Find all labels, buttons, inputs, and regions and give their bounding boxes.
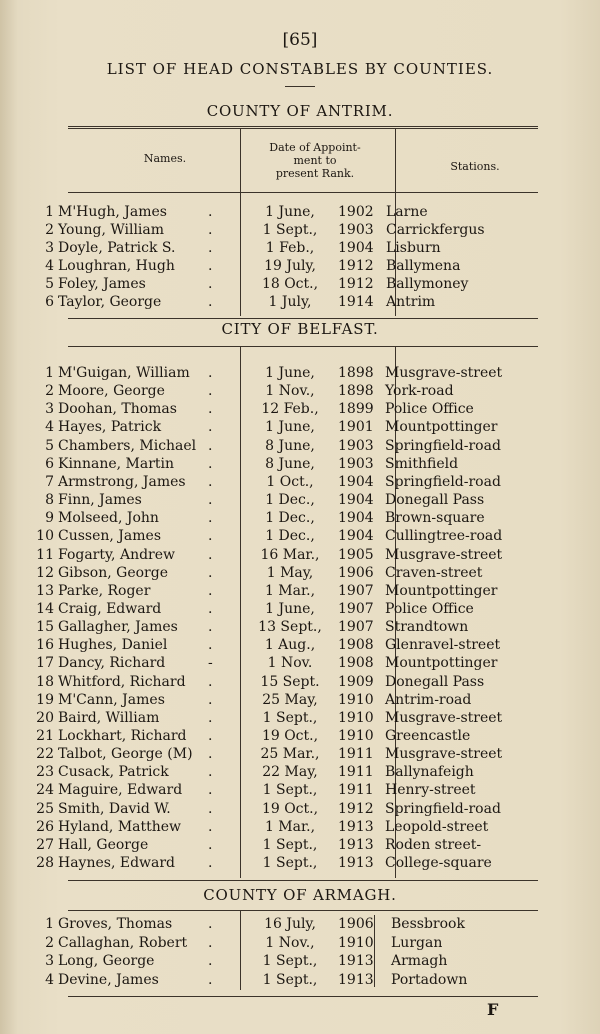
- appointment-date: 1 Sept.,: [262, 782, 318, 799]
- station-name: Musgrave-street: [385, 365, 503, 381]
- table-row: [30, 364, 570, 382]
- station-name: Ballymena: [386, 258, 461, 274]
- leader-dot: .: [208, 419, 213, 436]
- station-name: Henry-street: [385, 782, 476, 799]
- station-name: Musgrave-street: [385, 709, 503, 726]
- row-number: 12: [36, 564, 54, 581]
- appointment-year: 1914: [338, 294, 374, 310]
- officer-name: Kinnane, Martin: [58, 455, 175, 472]
- officer-name: Loughran, Hugh: [58, 258, 175, 274]
- appointment-year: 1907: [338, 619, 374, 636]
- row-number: 10: [36, 528, 54, 545]
- officer-name: Molseed, John: [58, 510, 159, 527]
- station-name: Carrickfergus: [386, 222, 485, 238]
- appointment-date: 13 Sept.,: [258, 619, 322, 636]
- officer-name: Moore, George: [58, 383, 165, 400]
- leader-dot: .: [208, 971, 213, 988]
- appointment-year: 1905: [338, 546, 374, 563]
- table-row: [30, 915, 570, 933]
- signature-mark: F: [487, 1000, 499, 1019]
- row-number: 23: [36, 764, 54, 781]
- station-name: Portadown: [391, 971, 468, 988]
- officer-name: Hall, George: [58, 836, 149, 853]
- appointment-year: 1901: [338, 419, 374, 436]
- column-header-stations: Stations.: [450, 160, 500, 173]
- table-row: [30, 709, 570, 727]
- officer-name: Chambers, Michael: [58, 437, 197, 454]
- officer-name: Parke, Roger: [58, 582, 151, 599]
- row-number: 3: [45, 401, 54, 418]
- appointment-date: 8 June,: [265, 455, 315, 472]
- table-row: [30, 546, 570, 564]
- table-row: [30, 691, 570, 709]
- table-row: [30, 509, 570, 527]
- leader-dot: .: [208, 492, 213, 509]
- table-row: [30, 673, 570, 691]
- officer-name: Dancy, Richard: [58, 655, 166, 672]
- appointment-date: 1 Mar.,: [264, 582, 316, 599]
- appointment-date: 19 July,: [264, 258, 316, 274]
- station-name: Musgrave-street: [385, 746, 503, 763]
- station-name: Springfield-road: [385, 800, 501, 817]
- appointment-date: 25 Mar.,: [260, 746, 320, 763]
- officer-name: Finn, James: [58, 492, 142, 509]
- station-name: Mountpottinger: [385, 419, 498, 436]
- table-row: [30, 564, 570, 582]
- table-row: [30, 818, 570, 836]
- leader-dot: .: [208, 401, 213, 418]
- appointment-date: 1 May,: [266, 564, 314, 581]
- appointment-date: 1 Dec.,: [265, 510, 315, 527]
- appointment-date: 1 Sept.,: [262, 953, 318, 969]
- appointment-date: 1 July,: [268, 294, 312, 310]
- station-name: Greencastle: [385, 728, 471, 744]
- page-number: [65]: [282, 30, 318, 50]
- table-row: [30, 636, 570, 654]
- appointment-date: 1 Sept.,: [262, 971, 318, 988]
- table-row: [30, 418, 570, 436]
- leader-dot: .: [208, 240, 213, 256]
- appointment-year: 1913: [338, 855, 374, 872]
- appointment-date: 1 Dec.,: [265, 492, 315, 509]
- officer-name: Gibson, George: [58, 564, 168, 581]
- officer-name: Haynes, Edward: [58, 855, 176, 872]
- table-row: [30, 781, 570, 799]
- appointment-year: 1912: [338, 258, 374, 274]
- station-name: Armagh: [391, 953, 448, 969]
- row-number: 21: [36, 728, 54, 744]
- row-number: 4: [45, 419, 54, 436]
- appointment-year: 1912: [338, 276, 374, 292]
- row-number: 16: [36, 637, 54, 654]
- officer-name: Devine, James: [58, 971, 159, 988]
- appointment-date: 22 May,: [262, 764, 318, 781]
- station-name: Craven-street: [385, 564, 483, 581]
- leader-dot: .: [208, 222, 213, 238]
- appointment-date: 19 Oct.,: [261, 800, 319, 817]
- officer-name: M'Guigan, William: [58, 365, 190, 381]
- station-name: Cullingtree-road: [385, 528, 503, 545]
- row-number: 6: [45, 294, 54, 310]
- leader-dot: .: [208, 746, 213, 763]
- leader-dot: .: [208, 383, 213, 400]
- row-number: 28: [36, 855, 54, 872]
- appointment-date: 8 June,: [265, 437, 315, 454]
- leader-dot: .: [208, 916, 213, 932]
- appointment-year: 1898: [338, 365, 374, 381]
- table-row: [30, 293, 570, 311]
- appointment-year: 1904: [338, 492, 374, 509]
- appointment-date: 18 Oct.,: [261, 276, 319, 292]
- appointment-year: 1910: [338, 709, 374, 726]
- table-row: [30, 654, 570, 672]
- table-row: [30, 745, 570, 763]
- officer-name: Gallagher, James: [58, 619, 178, 636]
- row-number: 3: [45, 240, 54, 256]
- officer-name: Young, William: [58, 222, 165, 238]
- row-number: 1: [45, 365, 54, 381]
- row-number: 26: [36, 818, 54, 835]
- table-row: [30, 382, 570, 400]
- appointment-year: 1913: [338, 836, 374, 853]
- row-number: 1: [45, 916, 54, 932]
- station-name: Lisburn: [386, 240, 441, 256]
- officer-name: Cusack, Patrick: [58, 764, 169, 781]
- leader-dot: .: [208, 673, 213, 690]
- table-row: [30, 275, 570, 293]
- appointment-year: 1913: [338, 971, 374, 988]
- officer-name: Craig, Edward: [58, 600, 162, 617]
- appointment-date: 1 Sept.,: [262, 709, 318, 726]
- row-number: 24: [36, 782, 54, 799]
- row-number: 22: [36, 746, 54, 763]
- leader-dot: .: [208, 510, 213, 527]
- row-number: 20: [36, 709, 54, 726]
- table-row: [30, 763, 570, 781]
- station-name: Musgrave-street: [385, 546, 503, 563]
- section-title-armagh: COUNTY OF ARMAGH.: [203, 886, 397, 904]
- station-name: Donegall Pass: [385, 673, 485, 690]
- leader-dot: .: [208, 782, 213, 799]
- appointment-year: 1906: [338, 916, 374, 932]
- station-name: Brown-square: [385, 510, 485, 527]
- officer-name: Hughes, Daniel: [58, 637, 168, 654]
- officer-name: Fogarty, Andrew: [58, 546, 176, 563]
- table-row: [30, 618, 570, 636]
- table-row: [30, 203, 570, 221]
- station-name: Donegall Pass: [385, 492, 485, 509]
- appointment-year: 1911: [338, 764, 374, 781]
- leader-dot: .: [208, 619, 213, 636]
- section-rule: [68, 880, 538, 881]
- row-number: 13: [36, 582, 54, 599]
- station-name: Mountpottinger: [385, 655, 498, 672]
- row-number: 4: [45, 258, 54, 274]
- title-rule: [285, 86, 315, 87]
- leader-dot: .: [208, 728, 213, 744]
- officer-name: Hyland, Matthew: [58, 818, 182, 835]
- leader-dot: .: [208, 204, 213, 220]
- appointment-date: 12 Feb.,: [261, 401, 319, 418]
- station-name: Antrim-road: [385, 691, 472, 708]
- officer-name: Smith, David W.: [58, 800, 171, 817]
- appointment-year: 1909: [338, 673, 374, 690]
- row-number: 25: [36, 800, 54, 817]
- leader-dot: .: [208, 546, 213, 563]
- appointment-date: 1 Feb.,: [265, 240, 315, 256]
- station-name: Springfield-road: [385, 473, 501, 490]
- leader-dot: .: [208, 276, 213, 292]
- table-row: [30, 455, 570, 473]
- station-name: Ballymoney: [386, 276, 469, 292]
- leader-dot: .: [208, 818, 213, 835]
- officer-name: Talbot, George (M): [58, 746, 193, 763]
- leader-dot: .: [208, 709, 213, 726]
- leader-dot: .: [208, 437, 213, 454]
- leader-dot: .: [208, 473, 213, 490]
- officer-name: Hayes, Patrick: [58, 419, 162, 436]
- row-number: 5: [45, 276, 54, 292]
- appointment-year: 1912: [338, 800, 374, 817]
- appointment-year: 1908: [338, 655, 374, 672]
- column-header-date-line-1: Date of Appoint-: [269, 141, 361, 154]
- row-number: 17: [36, 655, 54, 672]
- row-number: 4: [45, 971, 54, 988]
- officer-name: M'Hugh, James: [58, 204, 167, 220]
- appointment-year: 1913: [338, 953, 374, 969]
- appointment-date: 1 Nov.,: [265, 934, 315, 951]
- appointment-date: 1 June,: [265, 365, 315, 381]
- table-row: [30, 437, 570, 455]
- officer-name: Groves, Thomas: [58, 916, 173, 932]
- leader-dot: .: [208, 600, 213, 617]
- appointment-date: 1 Sept.,: [262, 836, 318, 853]
- row-number: 9: [45, 510, 54, 527]
- table-row: [30, 836, 570, 854]
- row-number: 7: [45, 473, 54, 490]
- appointment-year: 1904: [338, 510, 374, 527]
- leader-dot: .: [208, 637, 213, 654]
- appointment-year: 1899: [338, 401, 374, 418]
- officer-name: Callaghan, Robert: [58, 934, 188, 951]
- leader-dot: .: [208, 934, 213, 951]
- page-title: LIST OF HEAD CONSTABLES BY COUNTIES.: [106, 60, 494, 78]
- table-row: [30, 727, 570, 745]
- station-name: Larne: [386, 204, 428, 220]
- appointment-date: 25 May,: [262, 691, 318, 708]
- table-row: [30, 527, 570, 545]
- leader-dot: .: [208, 294, 213, 310]
- row-number: 14: [36, 600, 54, 617]
- table-row: [30, 854, 570, 872]
- row-number: 3: [45, 953, 54, 969]
- station-name: Mountpottinger: [385, 582, 498, 599]
- table-row: [30, 971, 570, 989]
- officer-name: Lockhart, Richard: [58, 728, 187, 744]
- station-name: Bessbrook: [391, 916, 465, 932]
- column-header-date-line-3: present Rank.: [275, 167, 355, 180]
- appointment-year: 1904: [338, 528, 374, 545]
- row-number: 15: [36, 619, 54, 636]
- row-number: 19: [36, 691, 54, 708]
- column-header-date-line-2: ment to: [293, 154, 337, 167]
- officer-name: Maguire, Edward: [58, 782, 183, 799]
- station-name: Roden street-: [385, 836, 482, 853]
- appointment-date: 1 June,: [265, 600, 315, 617]
- appointment-year: 1911: [338, 746, 374, 763]
- header-bottom-rule: [68, 192, 538, 193]
- station-name: Ballynafeigh: [385, 764, 474, 781]
- table-row: [30, 221, 570, 239]
- leader-dot: .: [208, 582, 213, 599]
- appointment-date: 1 Dec.,: [265, 528, 315, 545]
- appointment-year: 1906: [338, 564, 374, 581]
- row-number: 6: [45, 455, 54, 472]
- appointment-date: 1 Mar.,: [264, 818, 316, 835]
- officer-name: Taylor, George: [58, 294, 162, 310]
- leader-dot: .: [208, 258, 213, 274]
- leader-dot: .: [208, 855, 213, 872]
- station-name: Smithfield: [385, 455, 459, 472]
- table-row: [30, 600, 570, 618]
- appointment-date: 1 June,: [265, 204, 315, 220]
- appointment-date: 1 Sept.,: [262, 855, 318, 872]
- appointment-date: 1 Sept.,: [262, 222, 318, 238]
- officer-name: Long, George: [58, 953, 155, 969]
- leader-dot: .: [208, 764, 213, 781]
- appointment-year: 1904: [338, 473, 374, 490]
- appointment-year: 1911: [338, 782, 374, 799]
- officer-name: Foley, James: [58, 276, 146, 292]
- appointment-date: 1 Aug.,: [264, 637, 316, 654]
- appointment-year: 1910: [338, 728, 374, 744]
- appointment-year: 1910: [338, 691, 374, 708]
- table-row: [30, 400, 570, 418]
- leader-dot: .: [208, 564, 213, 581]
- table-row: [30, 257, 570, 275]
- appointment-year: 1908: [338, 637, 374, 654]
- column-header-date: [250, 141, 380, 180]
- appointment-year: 1904: [338, 240, 374, 256]
- officer-name: Baird, William: [58, 709, 160, 726]
- leader-dot: .: [208, 365, 213, 381]
- table-row: [30, 952, 570, 970]
- table-row: [30, 800, 570, 818]
- station-name: College-square: [385, 855, 492, 872]
- leader-dot: -: [208, 655, 213, 672]
- station-name: York-road: [385, 383, 454, 400]
- station-name: Police Office: [385, 600, 474, 617]
- table-row: [30, 582, 570, 600]
- appointment-year: 1903: [338, 437, 374, 454]
- appointment-date: 1 Nov.,: [265, 383, 315, 400]
- section-title-antrim: COUNTY OF ANTRIM.: [206, 102, 394, 120]
- appointment-date: 16 July,: [264, 916, 316, 932]
- appointment-date: 1 Oct.,: [266, 473, 314, 490]
- appointment-year: 1910: [338, 934, 374, 951]
- station-name: Springfield-road: [385, 437, 501, 454]
- footer-rule: [68, 996, 538, 997]
- appointment-date: 1 Nov.: [267, 655, 313, 672]
- column-header-names: Names.: [143, 152, 187, 165]
- station-name: Leopold-street: [385, 818, 489, 835]
- row-number: 18: [36, 673, 54, 690]
- header-top-rule: [68, 126, 538, 129]
- row-number: 2: [45, 383, 54, 400]
- station-name: Police Office: [385, 401, 474, 418]
- appointment-year: 1913: [338, 818, 374, 835]
- leader-dot: .: [208, 528, 213, 545]
- station-name: Glenravel-street: [385, 637, 501, 654]
- row-number: 2: [45, 222, 54, 238]
- section-rule: [68, 318, 538, 319]
- row-number: 27: [36, 836, 54, 853]
- station-name: Lurgan: [391, 934, 443, 951]
- officer-name: Armstrong, James: [58, 473, 186, 490]
- row-number: 2: [45, 934, 54, 951]
- station-name: Strandtown: [385, 619, 469, 636]
- appointment-date: 1 June,: [265, 419, 315, 436]
- row-number: 1: [45, 204, 54, 220]
- appointment-year: 1907: [338, 582, 374, 599]
- section-rule: [68, 910, 538, 911]
- row-number: 5: [45, 437, 54, 454]
- appointment-year: 1898: [338, 383, 374, 400]
- appointment-year: 1903: [338, 222, 374, 238]
- appointment-year: 1907: [338, 600, 374, 617]
- leader-dot: .: [208, 691, 213, 708]
- officer-name: Doyle, Patrick S.: [58, 240, 176, 256]
- leader-dot: .: [208, 455, 213, 472]
- leader-dot: .: [208, 953, 213, 969]
- station-name: Antrim: [386, 294, 436, 310]
- section-rule: [68, 346, 538, 347]
- leader-dot: .: [208, 836, 213, 853]
- section-title-belfast: CITY OF BELFAST.: [221, 320, 379, 338]
- appointment-date: 19 Oct.,: [261, 728, 319, 744]
- officer-name: M'Cann, James: [58, 691, 165, 708]
- appointment-year: 1903: [338, 455, 374, 472]
- row-number: 8: [45, 492, 54, 509]
- leader-dot: .: [208, 800, 213, 817]
- appointment-date: 16 Mar.,: [260, 546, 320, 563]
- appointment-date: 15 Sept.: [260, 673, 320, 690]
- table-row: [30, 934, 570, 952]
- officer-name: Whitford, Richard: [58, 673, 186, 690]
- officer-name: Cussen, James: [58, 528, 162, 545]
- row-number: 11: [36, 546, 54, 563]
- table-row: [30, 491, 570, 509]
- appointment-year: 1902: [338, 204, 374, 220]
- table-row: [30, 473, 570, 491]
- table-row: [30, 239, 570, 257]
- officer-name: Doohan, Thomas: [58, 401, 177, 418]
